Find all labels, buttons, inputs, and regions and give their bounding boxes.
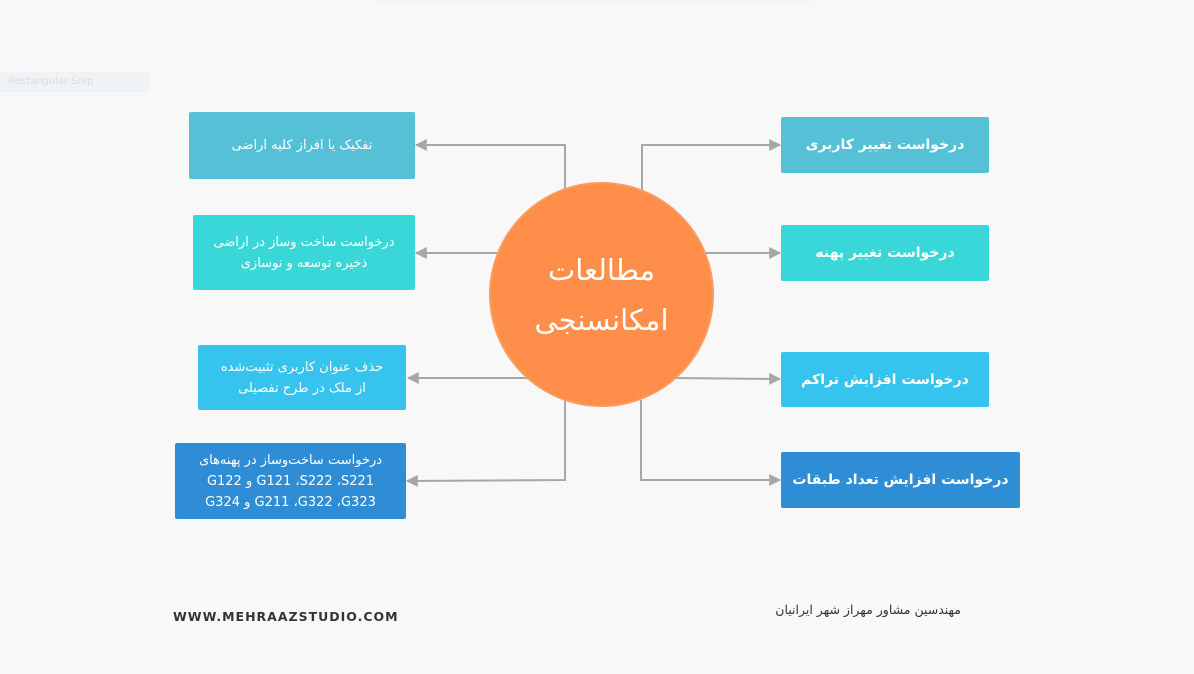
left-box-subdivision: تفکیک یا افراز کلیه اراضی [189, 112, 415, 179]
center-feasibility-node: مطالعات امکانسنجی [491, 184, 712, 405]
right-box-zone-change: درخواست تغییر پهنه [781, 225, 989, 281]
footer-firm-name: مهندسین مشاور مهراز شهر ایرانیان [775, 602, 961, 617]
right-box-density-increase: درخواست افزایش تراکم [781, 352, 989, 407]
connector-right-1 [642, 145, 780, 192]
right-box-landuse-change: درخواست تغییر کاربری [781, 117, 989, 173]
connector-right-3 [672, 378, 780, 379]
right-box-floors-increase: درخواست افزایش تعداد طبقات [781, 452, 1020, 508]
connector-right-4 [641, 400, 780, 480]
left-box-reserve-land: درخواست ساخت وساز در اراضی ذخیره توسعه و نوسازی [193, 215, 415, 290]
left-box-zone-construction: درخواست ساخت‌وساز در پهنه‌های G121 ،S222 ،S221 و G122 G211 ،G322 ،G323 و G324 [175, 443, 406, 519]
footer-website: WWW.MEHRAAZSTUDIO.COM [173, 609, 399, 624]
connector-left-1 [416, 145, 565, 190]
snip-tool-label: Rectangular Snip [0, 72, 150, 92]
connector-left-4 [407, 398, 565, 481]
left-box-remove-landuse: حذف عنوان کاربری تثبیت‌شده از ملک در طرح تفصیلی [198, 345, 406, 410]
